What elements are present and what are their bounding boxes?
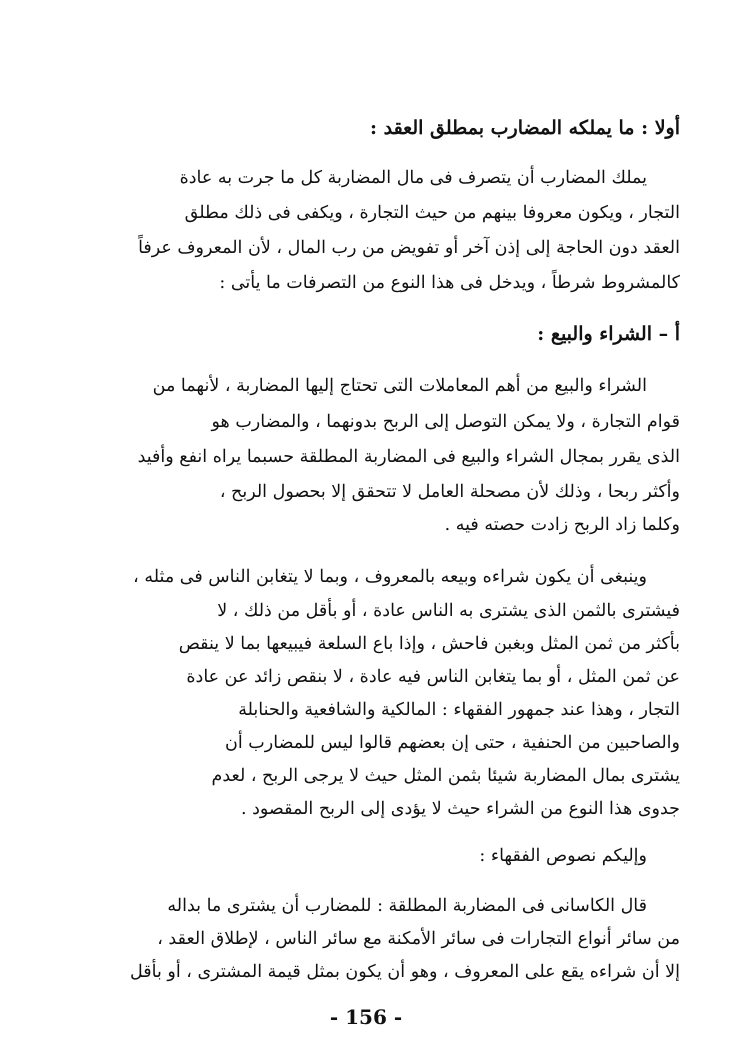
paragraph-2-line-2: قوام التجارة ، ولا يمكن التوصل إلى الربح بدونهما ، والمضارب هو [211,412,680,432]
paragraph-3-line-1: وينبغى أن يكون شراءه وبيعه بالمعروف ، وبما لا يتغابن الناس فى مثله ، [133,567,647,587]
paragraph-2-line-3: الذى يقرر بمجال الشراء والبيع فى المضاربة المطلقة حسبما يراه انفع وأفيد [137,447,680,467]
paragraph-1-line-4: كالمشروط شرطاً ، ويدخل فى هذا النوع من التصرفات ما يأتى : [219,273,680,293]
heading-buying-selling: أ – الشراء والبيع : [537,323,680,345]
paragraph-5-line-2: من سائر أنواع التجارات فى سائر الأمكنة مع سائر الناس ، لإطلاق العقد ، [157,929,680,949]
paragraph-3-line-5: التجار ، وهذا عند جمهور الفقهاء : المالكية والشافعية والحنابلة [238,700,680,720]
heading-section-one: أولا : ما يملكه المضارب بمطلق العقد : [369,117,680,139]
page-number: - 156 - [329,1005,403,1029]
paragraph-3-line-2: فيشترى بالثمن الذى يشترى به الناس عادة ، أو بأقل من ذلك ، لا [217,601,680,621]
paragraph-3-line-4: عن ثمن المثل ، أو بما يتغابن الناس فيه عادة ، لا بنقص زائد عن عادة [186,667,680,687]
paragraph-4: وإليكم نصوص الفقهاء : [479,846,647,866]
paragraph-1-line-3: العقد دون الحاجة إلى إذن آخر أو تفويض من رب المال ، لأن المعروف عرفاً [138,238,680,258]
paragraph-3-line-7: يشترى بمال المضاربة شيئا بثمن المثل حيث لا يرجى الربح ، لعدم [211,766,680,786]
paragraph-2-line-5: وكلما زاد الربح زادت حصته فيه . [444,515,680,535]
paragraph-1-line-1: يملك المضارب أن يتصرف فى مال المضاربة كل ما جرت به عادة [179,168,647,188]
paragraph-1-line-2: التجار ، ويكون معروفا بينهم من حيث التجارة ، ويكفى فى ذلك مطلق [184,203,680,223]
paragraph-3-line-8: جدوى هذا النوع من الشراء حيث لا يؤدى إلى الربح المقصود . [240,799,680,819]
paragraph-2-line-1: الشراء والبيع من أهم المعاملات التى تحتاج إليها المضاربة ، لأنهما من [152,376,647,396]
paragraph-3-line-6: والصاحبين من الحنفية ، حتى إن بعضهم قالوا ليس للمضارب أن [225,733,680,753]
paragraph-5-line-3: إلا أن شراءه يقع على المعروف ، وهو أن يكون بمثل قيمة المشترى ، أو بأقل [130,962,680,982]
paragraph-2-line-4: وأكثر ربحا ، وذلك لأن مصحلة العامل لا تتحقق إلا بحصول الربح ، [219,482,680,502]
paragraph-5-line-1: قال الكاسانى فى المضاربة المطلقة : للمضارب أن يشترى ما بداله [167,896,647,916]
paragraph-3-line-3: بأكثر من ثمن المثل وبغبن فاحش ، وإذا باع السلعة فيبيعها بما لا ينقص [178,634,680,654]
